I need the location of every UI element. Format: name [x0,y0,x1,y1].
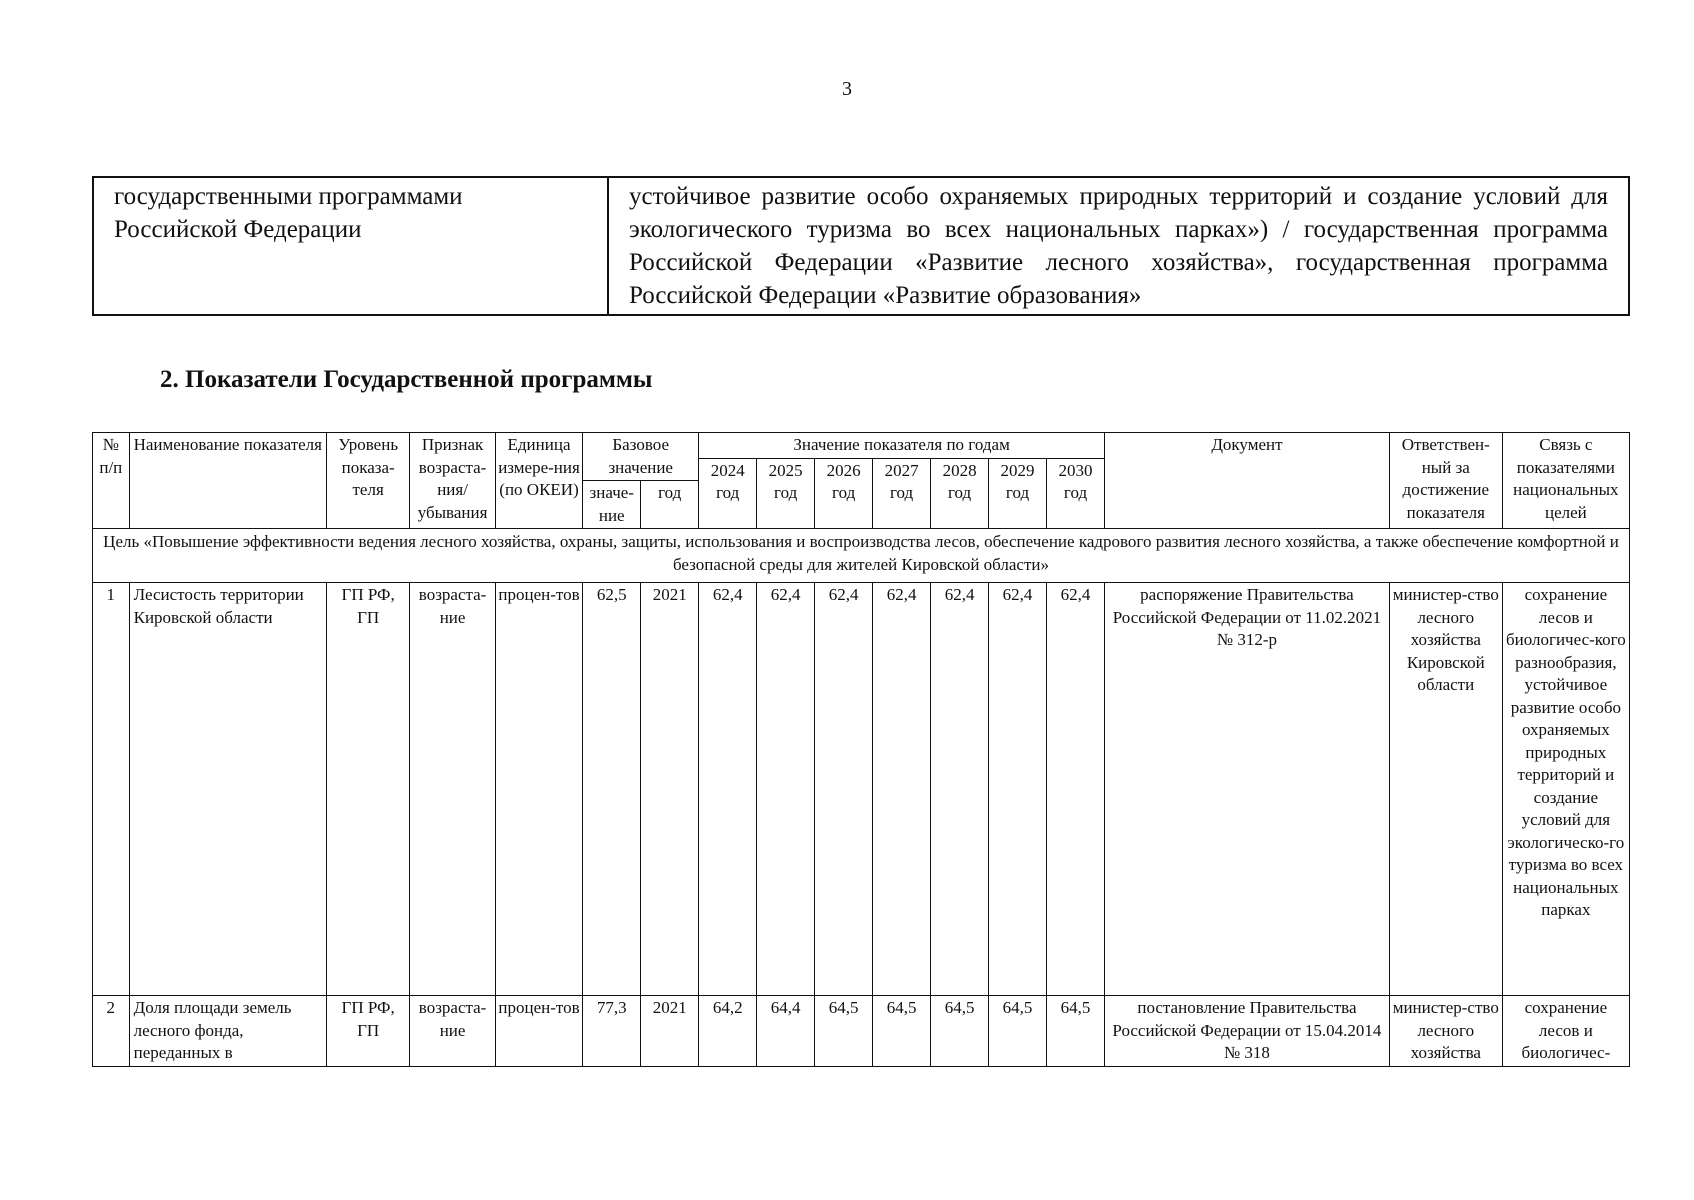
row-year-value: 64,2 [699,996,757,1067]
header-name: Наименование показателя [129,433,326,529]
indicators-table [92,432,1630,1067]
header-unit: Единица измере-ния (по ОКЕИ) [495,433,582,529]
header-year: 2026 год [815,458,873,529]
row-year-value: 62,4 [931,583,989,996]
header-responsible: Ответствен-ный за достижение показателя [1389,433,1502,529]
header-years-group: Значение показателя по годам [699,433,1105,459]
row-name: Лесистость территории Кировской области [129,583,326,996]
row-year-value: 62,4 [873,583,931,996]
header-base: Базовое значение [583,433,699,481]
row-year-value: 62,4 [699,583,757,996]
row-unit: процен-тов [495,996,582,1067]
row-year-value: 64,5 [931,996,989,1067]
row-base-year: 2021 [641,996,699,1067]
header-base-value: значе-ние [583,481,641,529]
goal-row [93,529,1630,583]
row-base-year: 2021 [641,583,699,996]
table-row [93,583,1630,996]
row-unit: процен-тов [495,583,582,996]
row-year-value: 62,4 [989,583,1047,996]
table-header-row [93,433,1630,459]
row-year-value: 62,4 [757,583,815,996]
header-link: Связь с показателями национальных целей [1502,433,1629,529]
table-row [93,996,1630,1067]
row-year-value: 64,5 [815,996,873,1067]
row-level: ГП РФ, ГП [326,583,409,996]
header-year: 2025 год [757,458,815,529]
program-info-row [93,177,1629,315]
row-responsible: министер-ство лесного хозяйства Кировской области [1389,583,1502,996]
header-sign: Признак возраста-ния/ убывания [410,433,495,529]
row-year-value: 62,4 [815,583,873,996]
row-level: ГП РФ, ГП [326,996,409,1067]
row-num: 1 [93,583,130,996]
row-document: распоряжение Правительства Российской Федерации от 11.02.2021 № 312-р [1105,583,1390,996]
row-document: постановление Правительства Российской Федерации от 15.04.2014 № 318 [1105,996,1390,1067]
row-year-value: 64,5 [1047,996,1105,1067]
header-year: 2028 год [931,458,989,529]
row-year-value: 64,4 [757,996,815,1067]
program-info-label-line: государственными программами [114,183,463,210]
row-sign: возраста-ние [410,996,495,1067]
program-info-value-cell: устойчивое развитие особо охраняемых природных территорий и создание условий для экологического туризма во всех национальных парках») / государственная программа Российской Федерации «Развитие лесного хозяйства», государственная программа Российской Федерации «Развитие образования» [608,177,1629,315]
row-num: 2 [93,996,130,1067]
row-base-value: 77,3 [583,996,641,1067]
page-number: 3 [842,78,852,100]
goal-text: Цель «Повышение эффективности ведения лесного хозяйства, охраны, защиты, использования и воспроизводства лесов, обеспечение кадрового развития лесного хозяйства, а также обеспечение комфортной и безопасной среды для жителей Кировской области» [93,529,1630,583]
row-year-value: 64,5 [873,996,931,1067]
header-year: 2029 год [989,458,1047,529]
row-link: сохранение лесов и биологичес-кого разнообразия, устойчивое развитие особо охраняемых природных территорий и создание условий для экологическо-го туризма во всех национальных парках [1502,583,1629,996]
row-year-value: 64,5 [989,996,1047,1067]
program-info-table [92,176,1630,316]
row-responsible: министер-ство лесного хозяйства [1389,996,1502,1067]
header-year: 2030 год [1047,458,1105,529]
section-title: 2. Показатели Государственной программы [160,366,653,393]
row-base-value: 62,5 [583,583,641,996]
program-info-label-cell [93,177,608,315]
header-num: № п/п [93,433,130,529]
row-year-value: 62,4 [1047,583,1105,996]
header-level: Уровень показа-теля [326,433,409,529]
program-info-label-line: Российской Федерации [114,216,362,243]
header-year: 2027 год [873,458,931,529]
row-name: Доля площади земель лесного фонда, переданных в [129,996,326,1067]
row-link: сохранение лесов и биологичес- [1502,996,1629,1067]
header-document: Документ [1105,433,1390,529]
header-year: 2024 год [699,458,757,529]
header-base-year: год [641,481,699,529]
row-sign: возраста-ние [410,583,495,996]
